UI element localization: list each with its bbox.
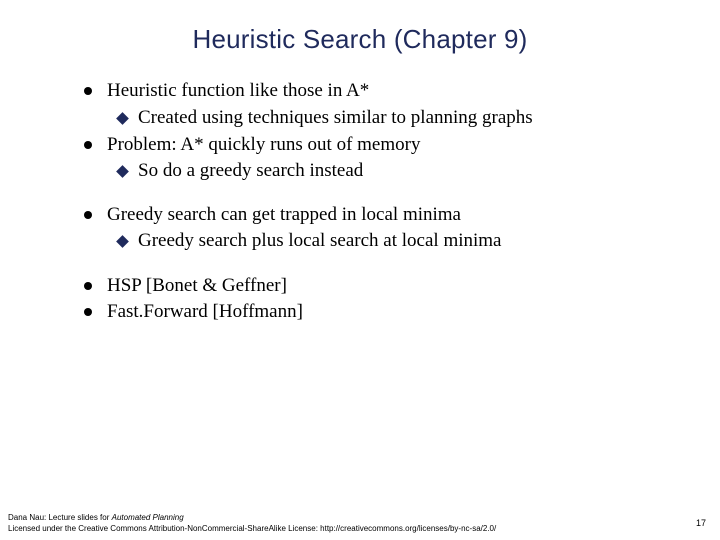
sub-bullet-diamond [116, 165, 129, 178]
sub-bullet-diamond [116, 235, 129, 248]
sub-bullet-item: Created using techniques similar to planning graphs [138, 107, 533, 128]
footer-license: Licensed under the Creative Commons Attribution-NonCommercial-ShareAlike License: http://creativecommons.org/licenses/by-nc-sa/2.0/ [8, 524, 497, 533]
bullet-item: Greedy search can get trapped in local minima [107, 204, 461, 225]
bullet-dot [84, 87, 92, 95]
slide-title: Heuristic Search (Chapter 9) [192, 24, 528, 54]
bullet-dot [84, 211, 92, 219]
bullet-dot [84, 308, 92, 316]
footer-credit-title: Automated Planning [111, 513, 184, 522]
slide-footer [8, 512, 496, 534]
sub-bullet-item: Greedy search plus local search at local minima [138, 230, 502, 251]
footer-credit [8, 512, 496, 523]
bullet-item: Problem: A* quickly runs out of memory [107, 134, 421, 155]
bullet-dot [84, 282, 92, 290]
bullet-item: Heuristic function like those in A* [107, 80, 370, 101]
sub-bullet-diamond [116, 112, 129, 125]
bullet-dot [84, 141, 92, 149]
sub-bullet-item: So do a greedy search instead [138, 160, 364, 181]
footer-credit-prefix: Dana Nau: Lecture slides for [8, 513, 112, 522]
bullet-item: Fast.Forward [Hoffmann] [107, 301, 303, 322]
page-number: 17 [695, 518, 706, 528]
bullet-item: HSP [Bonet & Geffner] [107, 275, 287, 296]
